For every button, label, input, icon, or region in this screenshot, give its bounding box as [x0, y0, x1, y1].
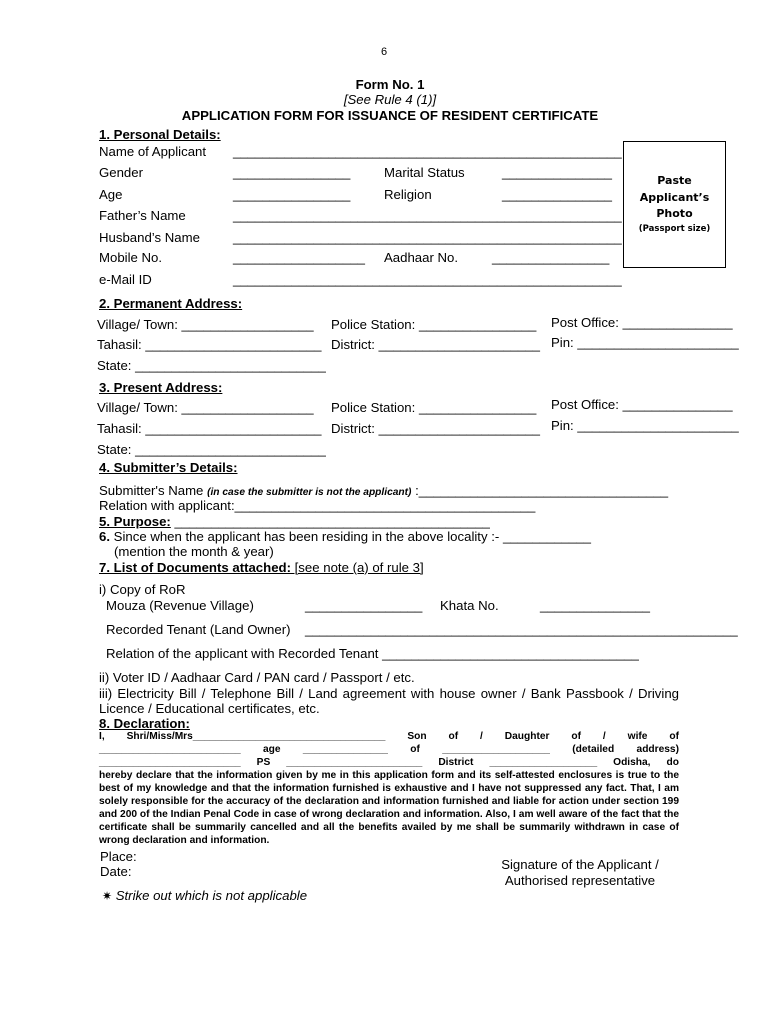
submitter-relation-field[interactable]: Relation with applicant:_________________________________________ [99, 498, 536, 513]
present-police-station-field[interactable]: Police Station: ________________ [331, 400, 537, 415]
declaration-body: hereby declare that the information given by me in this application form and its self-attested enclosures is true to the best of my knowledge and that the information furnished is exhaustive and I have not suppressed any fact. That, I am solely responsible for the accuracy of the declaration and information furnished and liable for action under section 199 and 200 of the Indian Penal Code in case of wrong declaration and information. Also, I am well aware of the fact that the certificate shall be summarily cancelled and all the benefits availed by me shall be summarily withdrawn in case of wrong declaration and information. [99, 769, 679, 846]
permanent-district-field[interactable]: District: ______________________ [331, 337, 540, 352]
date-label: Date: [100, 864, 132, 879]
section-present-address-heading: 3. Present Address: [99, 380, 223, 395]
mobile-label: Mobile No. [99, 250, 163, 265]
section-declaration-heading: 8. Declaration: [99, 716, 190, 731]
place-label: Place: [100, 849, 137, 864]
ror-label: i) Copy of RoR [99, 582, 186, 597]
present-village-field[interactable]: Village/ Town: __________________ [97, 400, 314, 415]
religion-field[interactable]: _______________ [502, 187, 613, 202]
strike-note-text: Strike out which is not applicable [112, 888, 308, 903]
document-item-2: ii) Voter ID / Aadhaar Card / PAN card / Passport / etc. [99, 670, 415, 685]
permanent-village-field[interactable]: Village/ Town: __________________ [97, 317, 314, 332]
present-pin-field[interactable]: Pin: ______________________ [551, 418, 739, 433]
khata-label: Khata No. [440, 598, 499, 613]
submitter-name-row[interactable] [99, 483, 668, 499]
section-personal-heading: 1. Personal Details: [99, 127, 221, 142]
submitter-name-note: (in case the submitter is not the applicant) [207, 487, 412, 498]
age-label: Age [99, 187, 123, 202]
photo-label-size: (Passport size) [638, 223, 711, 234]
husband-name-label: Husband’s Name [99, 230, 200, 245]
permanent-post-office-field[interactable]: Post Office: _______________ [551, 315, 733, 330]
declaration-line-3[interactable]: _________________________ PS ________________________ District ___________________ Odisha, do [99, 756, 679, 768]
name-field[interactable]: _____________________________________________________ [233, 144, 622, 159]
submitter-name-field[interactable]: :__________________________________ [411, 483, 669, 498]
aadhaar-field[interactable]: ________________ [492, 250, 610, 265]
rule-reference: [See Rule 4 (1)] [343, 92, 437, 107]
documents-heading-row [99, 560, 424, 575]
mouza-label: Mouza (Revenue Village) [106, 598, 254, 613]
present-post-office-field[interactable]: Post Office: _______________ [551, 397, 733, 412]
photo-label-paste: Paste [657, 174, 692, 188]
age-field[interactable]: ________________ [233, 187, 351, 202]
declaration-line-1[interactable]: I, Shri/Miss/Mrs__________________________________ Son of / Daughter of / wife of [99, 731, 679, 742]
document-item-3-line2: Licence / Educational certificates, etc. [99, 701, 320, 716]
declaration-block [99, 731, 679, 848]
recorded-tenant-label: Recorded Tenant (Land Owner) [106, 622, 291, 637]
tenant-relation-field[interactable]: Relation of the applicant with Recorded Tenant ___________________________________ [106, 646, 639, 661]
permanent-pin-field[interactable]: Pin: ______________________ [551, 335, 739, 350]
photo-label-photo: Photo [656, 207, 693, 221]
submitter-name-label: Submitter's Name [99, 483, 208, 498]
section-6-number: 6. [99, 529, 110, 544]
gender-label: Gender [99, 165, 143, 180]
present-district-field[interactable]: District: ______________________ [331, 421, 540, 436]
signature-line-1: Signature of the Applicant / [501, 857, 659, 872]
father-name-field[interactable]: _____________________________________________________ [233, 208, 622, 223]
marital-status-field[interactable]: _______________ [502, 165, 613, 180]
section-purpose-heading: 5. Purpose: [99, 514, 171, 529]
form-number: Form No. 1 [355, 77, 425, 92]
permanent-state-field[interactable]: State: __________________________ [97, 358, 326, 373]
mouza-field[interactable]: ________________ [305, 598, 423, 613]
religion-label: Religion [384, 187, 432, 202]
form-title: APPLICATION FORM FOR ISSUANCE OF RESIDENT CERTIFICATE [181, 108, 599, 123]
purpose-field[interactable]: ___________________________________________ [170, 514, 490, 529]
document-item-3-line1: iii) Electricity Bill / Telephone Bill / Land agreement with house owner / Bank Passbook / Driving [99, 686, 679, 701]
permanent-tahasil-field[interactable]: Tahasil: ________________________ [97, 337, 322, 352]
photo-box [623, 141, 726, 268]
present-state-field[interactable]: State: __________________________ [97, 442, 326, 457]
signature-line-2: Authorised representative [504, 873, 656, 888]
section-documents-heading: 7. List of Documents attached: [99, 560, 291, 575]
residing-since-hint: (mention the month & year) [114, 544, 274, 559]
section-permanent-address-heading: 2. Permanent Address: [99, 296, 243, 311]
asterisk-icon: ✷ [102, 889, 113, 903]
permanent-police-station-field[interactable]: Police Station: ________________ [331, 317, 537, 332]
husband-name-field[interactable]: _____________________________________________________ [233, 230, 622, 245]
father-name-label: Father’s Name [99, 208, 186, 223]
mobile-field[interactable]: __________________ [233, 250, 366, 265]
aadhaar-label: Aadhaar No. [384, 250, 459, 265]
email-label: e-Mail ID [99, 272, 152, 287]
email-field[interactable]: _____________________________________________________ [233, 272, 622, 287]
section-submitter-heading: 4. Submitter’s Details: [99, 460, 238, 475]
recorded-tenant-field[interactable]: ___________________________________________________________ [305, 622, 738, 637]
gender-field[interactable]: ________________ [233, 165, 351, 180]
photo-label-applicant: Applicant’s [639, 190, 710, 204]
present-tahasil-field[interactable]: Tahasil: ________________________ [97, 421, 322, 436]
declaration-line-2[interactable]: _________________________ age _______________ of ___________________ (detailed address) [99, 743, 679, 755]
marital-status-label: Marital Status [384, 165, 465, 180]
residing-since-row[interactable] [99, 529, 591, 544]
strike-note-row [102, 888, 307, 904]
documents-note: [see note (a) of rule 3] [290, 560, 424, 575]
purpose-row[interactable] [99, 514, 490, 529]
khata-field[interactable]: _______________ [540, 598, 651, 613]
page-number: 6 [380, 46, 388, 58]
name-label: Name of Applicant [99, 144, 207, 159]
residing-since-text[interactable]: Since when the applicant has been residing in the above locality :- ____________ [110, 529, 591, 544]
